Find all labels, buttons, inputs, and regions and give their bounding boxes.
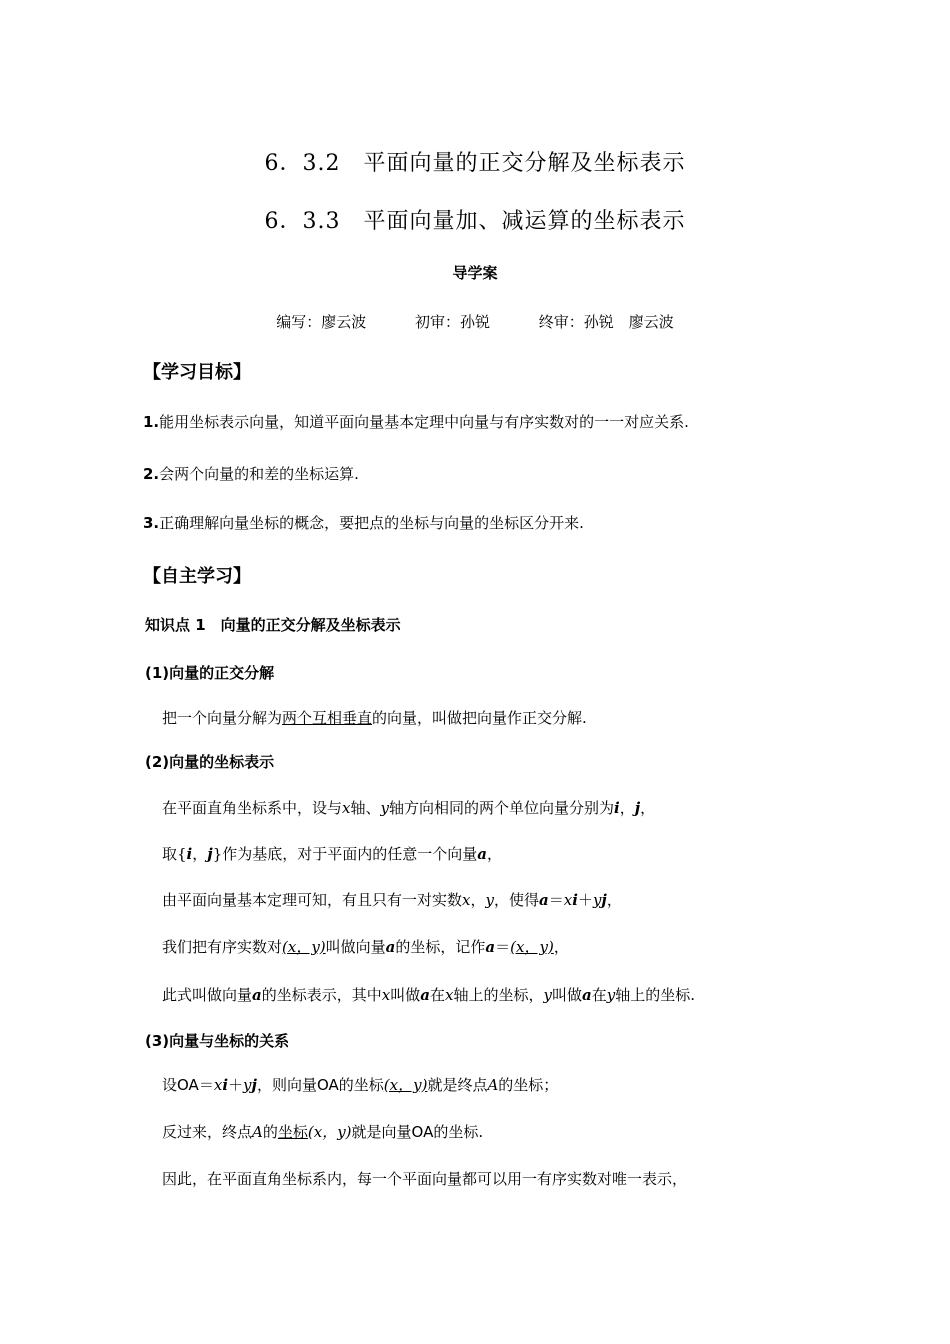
knowledge-point-title: 知识点 1 向量的正交分解及坐标表示 bbox=[145, 616, 401, 634]
goal-item: 1.能用坐标表示向量，知道平面向量基本定理中向量与有序实数对的一一对应关系. bbox=[143, 413, 689, 431]
paragraph: 因此，在平面直角坐标系内，每一个平面向量都可以用一有序实数对唯一表示， bbox=[162, 1170, 688, 1188]
subsection-title: (3)向量与坐标的关系 bbox=[145, 1032, 290, 1050]
doc-title-1: 6．3.2 平面向量的正交分解及坐标表示 bbox=[264, 151, 686, 176]
paragraph: 在平面直角坐标系中，设与x轴、y轴方向相同的两个单位向量分别为i，j， bbox=[162, 799, 656, 817]
paragraph: 我们把有序实数对(x，y)叫做向量a的坐标，记作a＝(x，y)， bbox=[162, 938, 569, 956]
subsection-title: (2)向量的坐标表示 bbox=[145, 753, 275, 771]
doc-subtitle: 导学案 bbox=[452, 264, 498, 282]
paragraph: 把一个向量分解为两个互相垂直的向量，叫做把向量作正交分解. bbox=[162, 709, 587, 727]
subsection-title: (1)向量的正交分解 bbox=[145, 664, 275, 682]
paragraph: 此式叫做向量a的坐标表示，其中x叫做a在x轴上的坐标，y叫做a在y轴上的坐标. bbox=[162, 986, 695, 1004]
author-final-review: 终审：孙锐 廖云波 bbox=[538, 313, 674, 331]
paragraph: 设OA＝xi＋yj，则向量OA的坐标(x，y)就是终点A的坐标； bbox=[162, 1076, 559, 1094]
section-heading-goals: 【学习目标】 bbox=[143, 362, 251, 383]
paragraph: 取{i，j}作为基底，对于平面内的任意一个向量a， bbox=[162, 845, 502, 863]
paragraph: 由平面向量基本定理可知，有且只有一对实数x，y，使得a＝xi＋yj， bbox=[162, 891, 622, 909]
paragraph: 反过来，终点A的坐标(x，y)就是向量OA的坐标. bbox=[162, 1123, 484, 1141]
goal-item: 3.正确理解向量坐标的概念，要把点的坐标与向量的坐标区分开来. bbox=[143, 514, 584, 532]
doc-title-2: 6．3.3 平面向量加、减运算的坐标表示 bbox=[264, 209, 686, 234]
section-heading-self-study: 【自主学习】 bbox=[143, 566, 251, 587]
author-writer: 编写：廖云波 bbox=[276, 313, 367, 331]
goal-item: 2.会两个向量的和差的坐标运算. bbox=[143, 465, 359, 483]
author-line bbox=[0, 311, 950, 332]
author-first-review: 初审：孙锐 bbox=[414, 313, 490, 331]
